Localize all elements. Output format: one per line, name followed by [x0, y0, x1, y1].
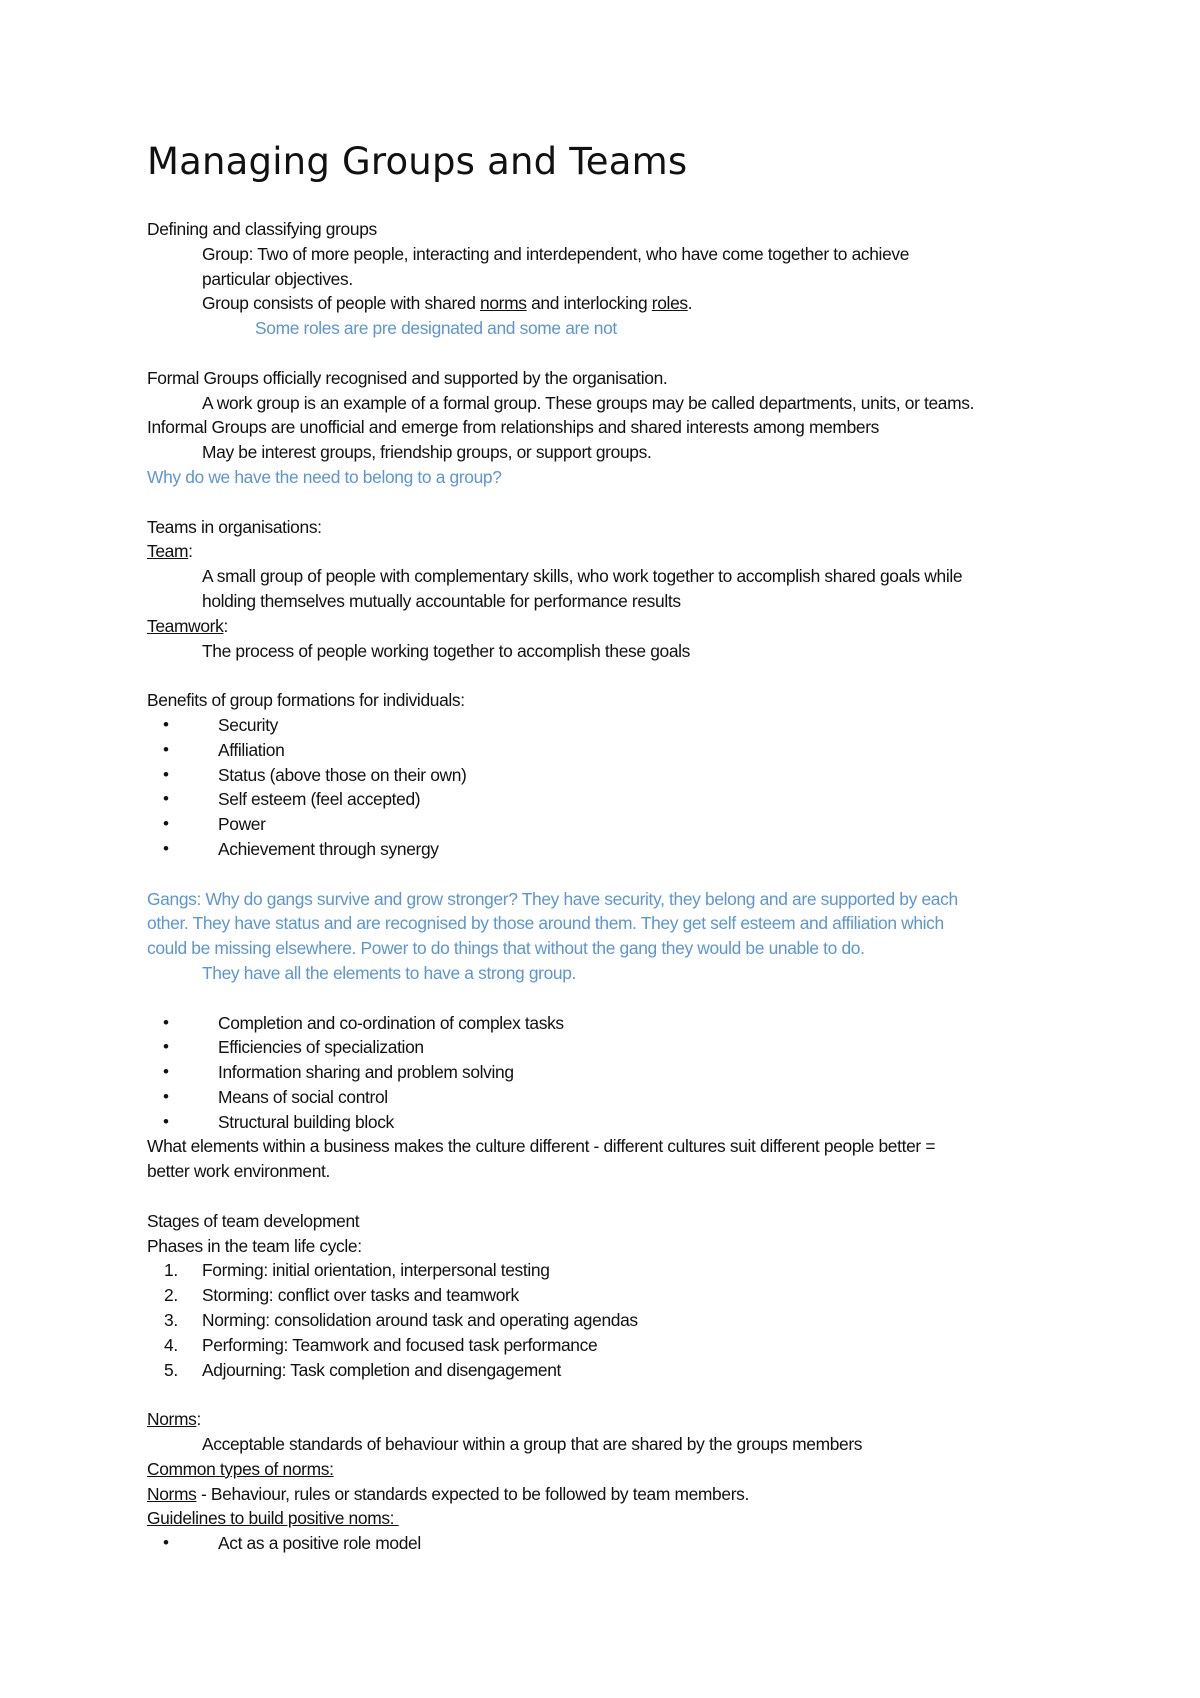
item-text: Adjourning: Task completion and disengagement [202, 1359, 562, 1380]
list-item [147, 1531, 1077, 1556]
blank-line [147, 490, 1077, 515]
item-text: Forming: initial orientation, interpersonal testing [202, 1260, 550, 1281]
guidelines-heading: Guidelines to build positive noms: [147, 1508, 399, 1529]
list-item [147, 812, 1077, 837]
team-definition-line: A small group of people with complementary skills, who work together to accomplish shared goals while [202, 566, 963, 587]
list-item [147, 738, 1077, 763]
group-definition-line: Group: Two of more people, interacting and interdependent, who have come together to achieve [202, 243, 910, 264]
norms-definition: Acceptable standards of behaviour within a group that are shared by the groups members [202, 1434, 863, 1455]
team-label-line [147, 539, 1077, 564]
informal-groups-example: May be interest groups, friendship groups, or support groups. [202, 442, 652, 463]
section-heading-groups: Defining and classifying groups [147, 219, 377, 239]
numbered-item [147, 1358, 1077, 1383]
team-definition-line: holding themselves mutually accountable for performance results [202, 590, 681, 611]
bullet-icon: • [163, 838, 169, 858]
document-body [147, 217, 1077, 1556]
item-text: Performing: Teamwork and focused task performance [202, 1334, 598, 1355]
formal-groups-line: Formal Groups officially recognised and supported by the organisation. [147, 367, 668, 388]
list-item [147, 713, 1077, 738]
text-run: : [188, 541, 193, 562]
blank-line [147, 341, 1077, 366]
list-item-text: Information sharing and problem solving [218, 1062, 514, 1083]
gangs-paragraph-line: Gangs: Why do gangs survive and grow stronger? They have security, they belong and are supported by each [147, 888, 958, 909]
item-text: Storming: conflict over tasks and teamwork [202, 1285, 519, 1306]
gangs-paragraph-line: They have all the elements to have a strong group. [202, 962, 577, 983]
item-text: Norming: consolidation around task and operating agendas [202, 1310, 638, 1331]
bullet-icon: • [163, 1086, 169, 1106]
blank-line [147, 862, 1077, 887]
section-heading-teams: Teams in organisations: [147, 516, 322, 537]
list-item-text: Status (above those on their own) [218, 764, 467, 785]
benefits-heading: Benefits of group formations for individuals: [147, 690, 465, 711]
bullet-icon: • [163, 1012, 169, 1032]
list-item-text: Self esteem (feel accepted) [218, 789, 421, 810]
item-number: 5. [164, 1359, 178, 1380]
list-item [147, 1110, 1077, 1135]
team-label: Team [147, 541, 189, 562]
list-item [147, 1011, 1077, 1036]
list-item-text: Achievement through synergy [218, 838, 439, 859]
teamwork-definition: The process of people working together to accomplish these goals [202, 640, 691, 661]
common-types-heading: Common types of norms: [147, 1458, 334, 1479]
item-number: 4. [164, 1334, 178, 1355]
list-item [147, 787, 1077, 812]
belonging-question: Why do we have the need to belong to a group? [147, 466, 502, 487]
list-item-text: Structural building block [218, 1111, 394, 1132]
underlined-term-norms: norms [480, 293, 527, 314]
bullet-icon: • [163, 789, 169, 809]
list-item-text: Efficiencies of specialization [218, 1037, 424, 1058]
document-title: Managing Groups and Teams [147, 140, 688, 183]
gangs-paragraph-line: could be missing elsewhere. Power to do things that without the gang they would be unable to do. [147, 938, 865, 959]
stages-heading: Stages of team development [147, 1210, 360, 1231]
list-item [147, 763, 1077, 788]
text-run: Group consists of people with shared [202, 293, 481, 314]
list-item-text: Power [218, 814, 266, 835]
list-item-text: Means of social control [218, 1086, 388, 1107]
underlined-term-roles: roles [651, 293, 688, 314]
norms-description-line [147, 1482, 1077, 1507]
list-item-text: Affiliation [218, 739, 285, 760]
formal-groups-example: A work group is an example of a formal group. These groups may be called departments, units, or teams. [202, 392, 975, 413]
list-item-text: Security [218, 714, 279, 735]
roles-note: Some roles are pre designated and some are not [255, 318, 617, 339]
list-item-text: Completion and co-ordination of complex tasks [218, 1012, 564, 1033]
culture-line: What elements within a business makes the culture different - different cultures suit different people better = [147, 1136, 936, 1157]
bullet-icon: • [163, 739, 169, 759]
blank-line [147, 663, 1077, 688]
teamwork-label: Teamwork [147, 615, 224, 636]
numbered-item [147, 1283, 1077, 1308]
text-run: : [196, 1409, 201, 1430]
list-item [147, 1060, 1077, 1085]
bullet-icon: • [163, 1037, 169, 1057]
norms-label: Norms [147, 1409, 197, 1430]
list-item [147, 1035, 1077, 1060]
teamwork-label-line [147, 614, 1077, 639]
bullet-icon: • [163, 1062, 169, 1082]
group-consists-line [147, 291, 1077, 316]
text-run: . [687, 293, 693, 314]
norms-term: Norms [147, 1483, 197, 1504]
blank-line [147, 986, 1077, 1011]
text-run: : [223, 615, 228, 636]
gangs-paragraph-line: other. They have status and are recognised by those around them. They get self esteem and affiliation which [147, 913, 944, 934]
group-definition-line: particular objectives. [202, 268, 353, 289]
blank-line [147, 1184, 1077, 1209]
text-run: and interlocking [526, 293, 652, 314]
culture-line: better work environment. [147, 1161, 330, 1182]
list-item [147, 837, 1077, 862]
bullet-icon: • [163, 764, 169, 784]
norms-label-line [147, 1407, 1077, 1432]
item-number: 1. [164, 1260, 178, 1281]
item-number: 3. [164, 1310, 178, 1331]
numbered-item [147, 1333, 1077, 1358]
blank-line [147, 1382, 1077, 1407]
list-item-text: Act as a positive role model [218, 1533, 421, 1554]
bullet-icon: • [163, 1111, 169, 1131]
informal-groups-line: Informal Groups are unofficial and emerge from relationships and shared interests among members [147, 417, 879, 438]
text-run: - Behaviour, rules or standards expected to be followed by team members. [196, 1483, 749, 1504]
item-number: 2. [164, 1285, 178, 1306]
numbered-item [147, 1258, 1077, 1283]
bullet-icon: • [163, 714, 169, 734]
numbered-item [147, 1308, 1077, 1333]
list-item [147, 1085, 1077, 1110]
stages-subheading: Phases in the team life cycle: [147, 1235, 362, 1256]
bullet-icon: • [163, 814, 169, 834]
bullet-icon: • [163, 1533, 169, 1553]
